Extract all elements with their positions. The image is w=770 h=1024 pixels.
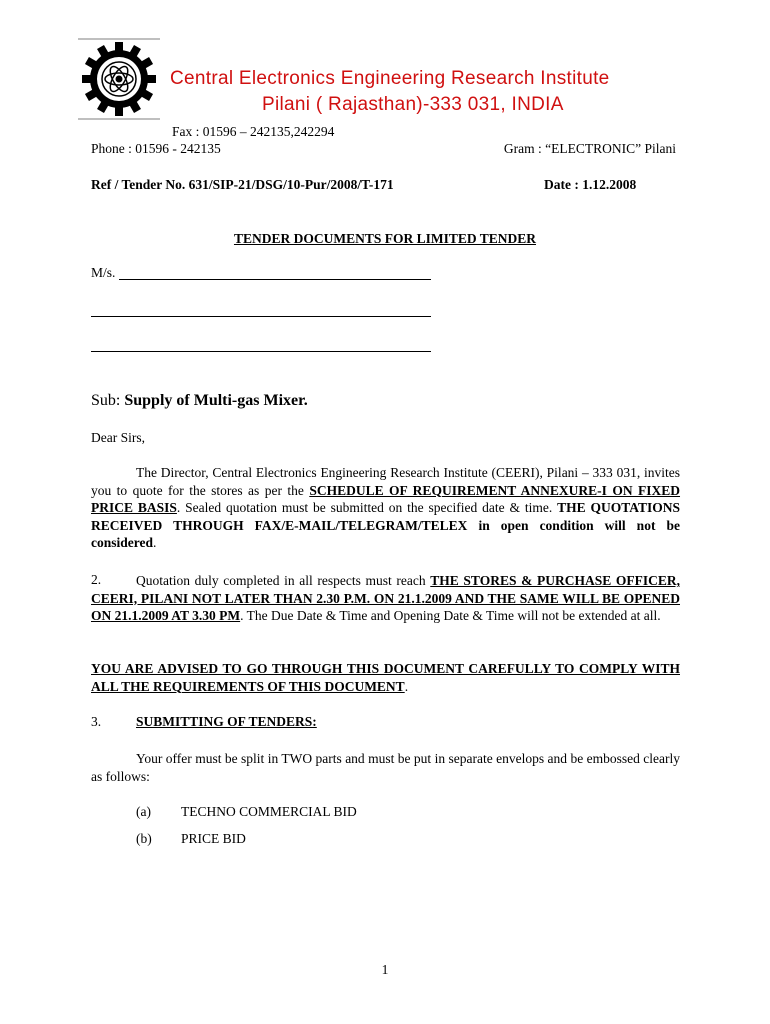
advice-end: . (404, 678, 409, 694)
subject-text: Supply of Multi-gas Mixer. (124, 392, 308, 409)
list-item-label: (a) (136, 804, 151, 819)
subject-prefix: Sub: (91, 392, 125, 409)
addressee-label: M/s. (91, 265, 116, 280)
ceeri-gear-logo-icon (78, 38, 160, 120)
subject-line (91, 392, 308, 410)
list-item-text: PRICE BID (181, 831, 246, 846)
institute-address: Pilani ( Rajasthan)-333 031, INDIA (262, 94, 564, 115)
para1-text: . (153, 535, 157, 550)
addressee-line (119, 279, 431, 280)
addressee-line (91, 316, 431, 317)
schedule-reference: SCHEDULE OF REQUIREMENT ANNEXURE-I ON FIXED PRICE BASIS (91, 482, 681, 515)
deadline-notice: THE STORES & PURCHASE OFFICER, CEERI, PILANI NOT LATER THAN 2.30 P.M. ON 21.1.2009 AND THE SAME WILL BE OPENED ON 21.1.2009 AT 3.30 PM (91, 573, 680, 623)
list-item-label: (b) (136, 831, 152, 846)
para2-text: . The Due Date & Time and Opening Date & Time will not be extended at all. (240, 608, 661, 623)
document-title: TENDER DOCUMENTS FOR LIMITED TENDER (233, 231, 537, 246)
para1-text: The Director, Central Electronics Engineering Research Institute (CEERI), Pilani – 333 031, invites you to quote for the stores as per the (91, 465, 680, 498)
paragraph-invitation (91, 464, 680, 552)
section3-number: 3. (91, 714, 102, 729)
institute-name: Central Electronics Engineering Research Institute (170, 68, 610, 89)
tender-date: Date : 1.12.2008 (544, 177, 637, 192)
fax-number: Fax : 01596 – 242135,242294 (172, 124, 335, 139)
tender-reference: Ref / Tender No. 631/SIP-21/DSG/10-Pur/2008/T-171 (91, 177, 394, 192)
para1-text: . Sealed quotation must be submitted on the specified date & time. (176, 500, 558, 515)
advice-text: YOU ARE ADVISED TO GO THROUGH THIS DOCUMENT CAREFULLY TO COMPLY WITH ALL THE REQUIREMENTS OF THIS DOCUMENT (91, 661, 680, 694)
para2-text: Quotation duly completed in all respects must reach (136, 573, 431, 588)
advice-notice (91, 660, 680, 695)
list-item-text: TECHNO COMMERCIAL BID (181, 804, 357, 819)
addressee-line (91, 351, 431, 352)
page-number: 1 (381, 962, 389, 977)
section3-heading: SUBMITTING OF TENDERS: (136, 714, 317, 729)
salutation: Dear Sirs, (91, 430, 145, 445)
quotation-warning: THE QUOTATIONS RECEIVED THROUGH FAX/E-MAIL/TELEGRAM/TELEX in open condition will not be considered (91, 500, 680, 550)
phone-number: Phone : 01596 - 242135 (91, 141, 221, 156)
paragraph-deadline (91, 572, 680, 625)
section3-body: Your offer must be split in TWO parts and must be put in separate envelops and be embossed clearly as follows: (91, 751, 680, 784)
telegram-address: Gram : “ELECTRONIC” Pilani (503, 141, 676, 156)
para2-number: 2. (91, 572, 102, 587)
